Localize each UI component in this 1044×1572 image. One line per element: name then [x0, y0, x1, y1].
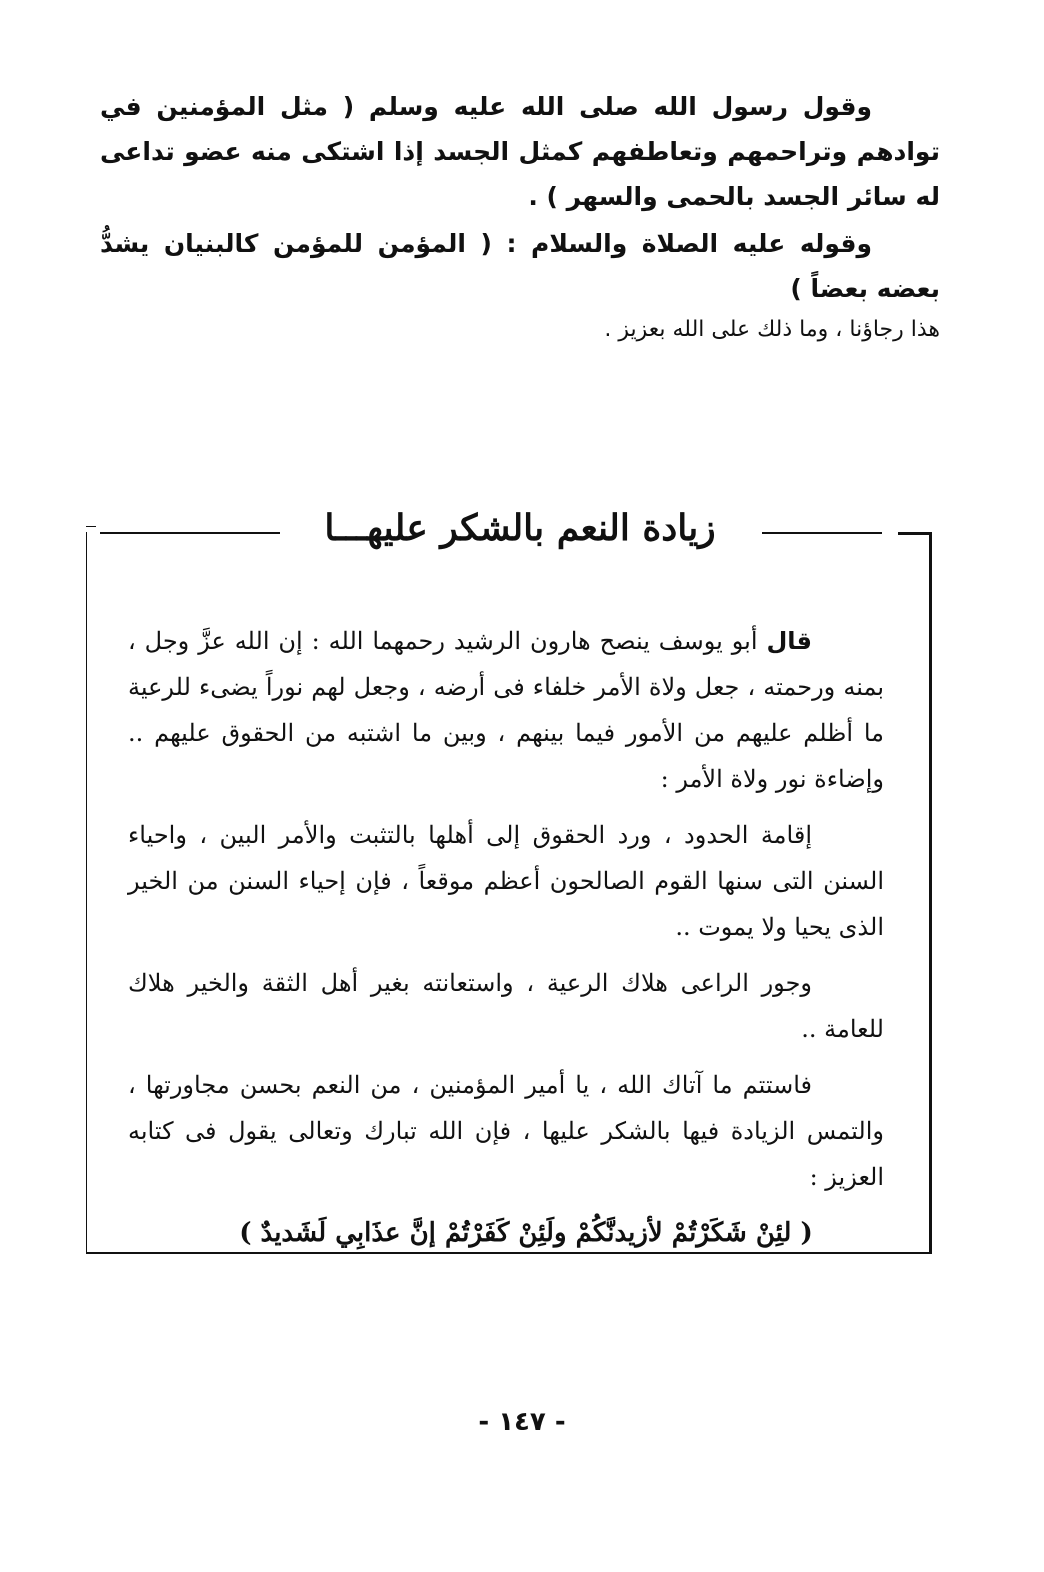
section-paragraph-1-text: أبو يوسف ينصح هارون الرشيد رحمهما الله : إن الله عزَّ وجل ، بمنه ورحمته ، جعل ولاة الأمر خلفاء فى أرضه ، وجعل لهم نوراً يضىء للرعية ما أظلم عليهم من الأمور فيما بينهم ، وبين ما اشتبه من الحقوق عليهم .. وإضاءة نور ولاة الأمر :	[128, 627, 884, 793]
frame-top-right-edge	[898, 532, 932, 535]
frame-top-rule-left	[100, 532, 280, 534]
section-paragraph-4: فاستتم ما آتاك الله ، يا أمير المؤمنين ، من النعم بحسن مجاورتها ، والتمس الزيادة فيها بالشكر عليها ، فإن الله تبارك وتعالى يقول فى كتابه العزيز :	[128, 1071, 884, 1191]
top-text-block	[100, 84, 940, 349]
section-title: زيادة النعم بالشكر عليهـــا	[290, 500, 750, 556]
hadith-paragraph-1: وقول رسول الله صلى الله عليه وسلم ( مثل المؤمنين في توادهم وتراحمهم وتعاطفهم كمثل الجسد إذا اشتكى منه عضو تداعى له سائر الجسد بالحمى والسهر ) .	[100, 92, 940, 211]
section-paragraph-3: وجور الراعى هلاك الرعية ، واستعانته بغير أهل الثقة والخير هلاك للعامة ..	[128, 969, 884, 1043]
hadith-paragraph-2: وقوله عليه الصلاة والسلام : ( المؤمن للمؤمن كالبنيان يشدُّ بعضه بعضاً )	[100, 229, 940, 303]
section-paragraph-2: إقامة الحدود ، ورد الحقوق إلى أهلها بالتثبت والأمر البين ، واحياء السنن التى سنها القوم الصالحون أعظم موقعاً ، فإن إحياء السنن من الخير الذى يحيا ولا يموت ..	[128, 821, 884, 941]
frame-top-left-tick	[86, 526, 96, 527]
frame-top-rule-right	[762, 532, 882, 534]
page-number: - ١٤٧ -	[478, 1407, 566, 1437]
quran-verse: ( لئِنْ شَكَرْتُمْ لأزيدنَّكُمْ ولَئِنْ كَفَرْتُمْ إنَّ عذَابِي لَشَديدٌ )	[239, 1218, 813, 1248]
section-content	[128, 618, 884, 1256]
section-paragraph-1	[128, 618, 884, 802]
lead-word: قال	[766, 627, 812, 655]
closing-line: هذا رجاؤنا ، وما ذلك على الله بعزيز .	[604, 317, 940, 342]
